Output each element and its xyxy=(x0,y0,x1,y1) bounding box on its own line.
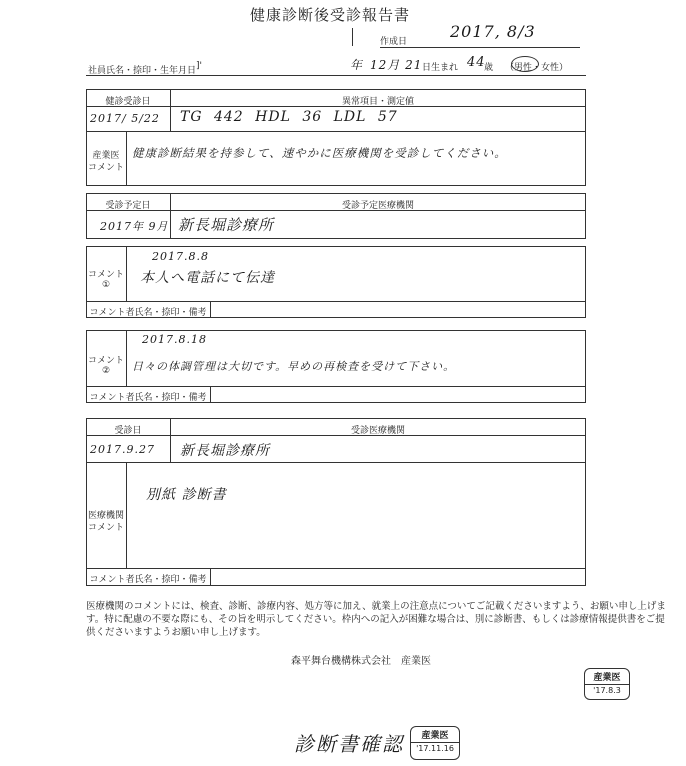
medical-institution-label: 医療機関 xyxy=(87,511,124,521)
stamp2-date: '17.11.16 xyxy=(416,744,454,753)
created-date-label: 作成日 xyxy=(380,37,408,47)
comment2-date: 2017.8.18 xyxy=(142,333,207,346)
divider xyxy=(352,28,353,46)
birth-prefix: 年 xyxy=(350,58,364,72)
doctor-stamp-1 xyxy=(584,668,630,700)
created-date-underline xyxy=(380,47,580,48)
doctor-stamp-2 xyxy=(410,726,460,760)
stamp1-title: 産業医 xyxy=(585,669,629,685)
comment2-signer-label: コメント者氏名・捺印・備考 xyxy=(89,393,207,403)
comment1-signer-label: コメント者氏名・捺印・備考 xyxy=(89,308,207,318)
institution-comment-label: コメント xyxy=(87,523,124,533)
footnote-text: 医療機関のコメントには、検査、診断、診療内容、処方等に加え、就業上の注意点についてご記載くださいますよう、お願い申し上げます。特に配慮の不要な際にも、その旨を明示してください。枠内への記入が困難な場合は、別に診断書、もしくは診療情報提供書をご提供くださいますようお願い申し上げます。 xyxy=(86,601,666,638)
planned-facility-label: 受診予定医療機関 xyxy=(341,201,414,211)
handwritten-note: 診断書確認 xyxy=(294,732,404,756)
gender-male-circle xyxy=(511,56,539,72)
abnormal-items-label: 異常項目・測定値 xyxy=(341,97,414,107)
visit-signer-label: コメント者氏名・捺印・備考 xyxy=(89,575,207,585)
abnormal-values: TG 442 HDL 36 LDL 57 xyxy=(180,109,398,125)
planned-facility-value: 新長堀診療所 xyxy=(178,216,275,234)
birth-month-day: 12月 21 xyxy=(370,58,423,72)
doctor-comment-text: 健康診断結果を持参して、速やかに医療機関を受診してください。 xyxy=(132,146,507,160)
stamp2-title: 産業医 xyxy=(411,727,459,743)
bracket-mark: ]' xyxy=(196,61,202,71)
visit-facility-value: 新長堀診療所 xyxy=(180,443,270,459)
comment2-label: コメント② xyxy=(87,356,124,376)
occupational-doctor-label: 産業医 xyxy=(92,151,120,161)
planned-date-label: 受診予定日 xyxy=(105,201,151,211)
stamp1-date: '17.8.3 xyxy=(593,686,621,695)
comment1-date: 2017.8.8 xyxy=(152,250,209,263)
checkup-date-label: 健診受診日 xyxy=(105,97,151,107)
born-label: 日生まれ xyxy=(422,63,459,73)
comment2-text: 日々の体調管理は大切です。早めの再検査を受けて下さい。 xyxy=(132,360,456,373)
visit-date-label: 受診日 xyxy=(114,426,142,436)
employee-name-label: 社員氏名・捺印・生年月日 xyxy=(88,66,197,76)
created-date-value: 2017, 8/3 xyxy=(450,22,536,41)
planned-date-value: 2017年 9月 xyxy=(100,220,169,233)
comment1-label: コメント① xyxy=(87,270,124,290)
page-title: 健康診断後受診報告書 xyxy=(250,6,411,24)
gender-options: （男性・女性） xyxy=(505,63,569,73)
checkup-date-value: 2017/ 5/22 xyxy=(90,112,160,125)
institution-comment-text: 別紙 診断書 xyxy=(146,487,227,503)
company-doctor-line: 森平舞台機構株式会社 産業医 xyxy=(291,656,431,667)
visit-facility-label: 受診医療機関 xyxy=(350,426,405,436)
age-unit: 歳 xyxy=(484,63,494,73)
age-value: 44 xyxy=(467,55,486,70)
comment1-text: 本人へ電話にて伝達 xyxy=(140,270,275,286)
employee-underline xyxy=(86,75,586,76)
visit-date-value: 2017.9.27 xyxy=(90,443,155,456)
comment-label: コメント xyxy=(87,163,124,173)
